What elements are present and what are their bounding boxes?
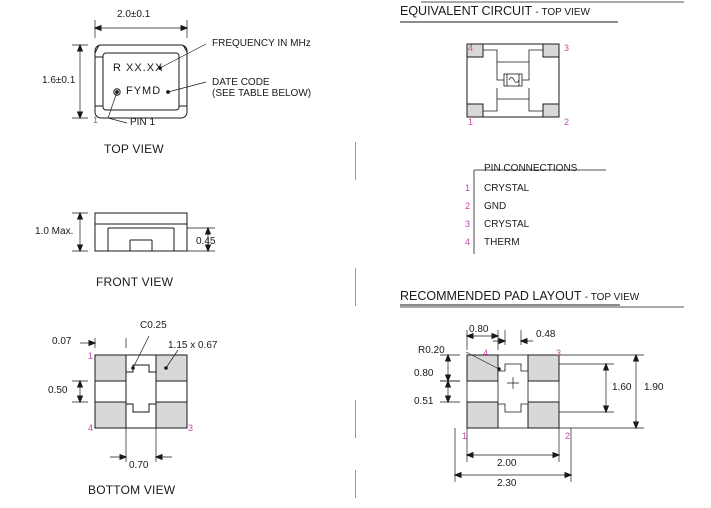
equivalent-circuit-subtitle: - TOP VIEW: [535, 7, 590, 18]
bottom-pin-label-3: 3: [188, 423, 194, 433]
pin-table-row-3-name: CRYSTAL: [484, 219, 530, 230]
front-view-detail-dim: 0.45: [196, 236, 216, 247]
pin-table-row-4-pin: 4: [465, 237, 471, 247]
pad-pin-label-1: 1: [462, 431, 468, 441]
callout-datecode-line2: (SEE TABLE BELOW): [212, 88, 312, 99]
pin-table-row-2-name: GND: [484, 201, 507, 212]
top-view-width-dim: 2.0±0.1: [117, 9, 151, 20]
callout-datecode: [212, 77, 311, 99]
bottom-chamfer-dim: C0.25: [140, 320, 167, 331]
marking-line-2: FYMD: [126, 85, 162, 97]
pad-2: [528, 402, 559, 428]
bottom-pin-label-4: 4: [88, 423, 94, 433]
equivalent-circuit-title: [400, 5, 590, 19]
pad-1: [467, 402, 498, 428]
pad-pin-label-4: 4: [483, 348, 489, 358]
pad-dim-190: 1.90: [644, 382, 664, 393]
marking-line-1: R XX.XX: [113, 62, 164, 74]
pad-4: [467, 355, 498, 381]
pin-table-row-1-pin: 1: [465, 183, 471, 193]
bottom-pad-4: [95, 355, 126, 381]
pad-layout-title: [400, 290, 639, 304]
callout-frequency: FREQUENCY IN MHz: [212, 38, 311, 49]
pad-pin-label-3: 3: [556, 348, 562, 358]
top-view-title: TOP VIEW: [104, 142, 164, 156]
pin-table-header: PIN CONNECTIONS: [484, 163, 578, 174]
pad-layout-title-text: RECOMMENDED PAD LAYOUT: [400, 289, 582, 303]
eq-pin-label-2: 2: [564, 117, 570, 127]
divider-3: [355, 400, 356, 438]
eq-pin-label-4: 4: [468, 43, 474, 53]
bottom-pad-2: [156, 402, 187, 428]
pad-3: [528, 355, 559, 381]
pad-dim-048: 0.48: [536, 329, 556, 340]
pad-dim-200: 2.00: [497, 458, 517, 469]
eq-pin-label-1: 1: [468, 117, 474, 127]
bottom-span-dim: 0.70: [129, 460, 149, 471]
top-view-outline: [95, 45, 187, 118]
bottom-pad-size-dim: 1.15 x 0.67: [168, 340, 218, 351]
bottom-pad-1: [95, 402, 126, 428]
top-view-pin-label-1: 1: [93, 115, 99, 125]
pin-table-row-3-pin: 3: [465, 219, 471, 229]
callout-pin1: PIN 1: [130, 117, 156, 128]
bottom-pin-label-1: 1: [88, 351, 94, 361]
divider-4: [355, 470, 356, 498]
pin-table-row-4-name: THERM: [484, 237, 520, 248]
front-view-outline: [95, 213, 187, 251]
equivalent-circuit-title-text: EQUIVALENT CIRCUIT: [400, 4, 532, 18]
pad-dim-051: 0.51: [414, 396, 434, 407]
top-view-height-dim: 1.6±0.1: [42, 75, 76, 86]
pin-table-row-1-name: CRYSTAL: [484, 183, 530, 194]
pad-dim-160: 1.60: [612, 382, 632, 393]
bottom-pad-3: [156, 355, 187, 381]
pad-dim-080-top: 0.80: [469, 324, 489, 335]
divider-2: [355, 268, 356, 306]
divider-1: [355, 142, 356, 180]
bottom-pitch-dim: 0.50: [48, 385, 68, 396]
pad-dim-080-left: 0.80: [414, 368, 434, 379]
front-view-height-dim: 1.0 Max.: [35, 226, 74, 237]
callout-datecode-line1: DATE CODE: [212, 77, 270, 88]
pin-table-row-2-pin: 2: [465, 201, 471, 211]
eq-pin-label-3: 3: [564, 43, 570, 53]
bottom-view-title: BOTTOM VIEW: [88, 483, 176, 497]
pad-pin-label-2: 2: [565, 431, 571, 441]
pad-layout-subtitle: - TOP VIEW: [584, 292, 640, 303]
pad-dim-230: 2.30: [497, 478, 517, 489]
bottom-cavity: [126, 365, 156, 412]
front-view-title: FRONT VIEW: [96, 275, 174, 289]
pad-dim-r020: R0.20: [418, 345, 445, 356]
bottom-pad-width-dim: 0.07: [52, 336, 72, 347]
